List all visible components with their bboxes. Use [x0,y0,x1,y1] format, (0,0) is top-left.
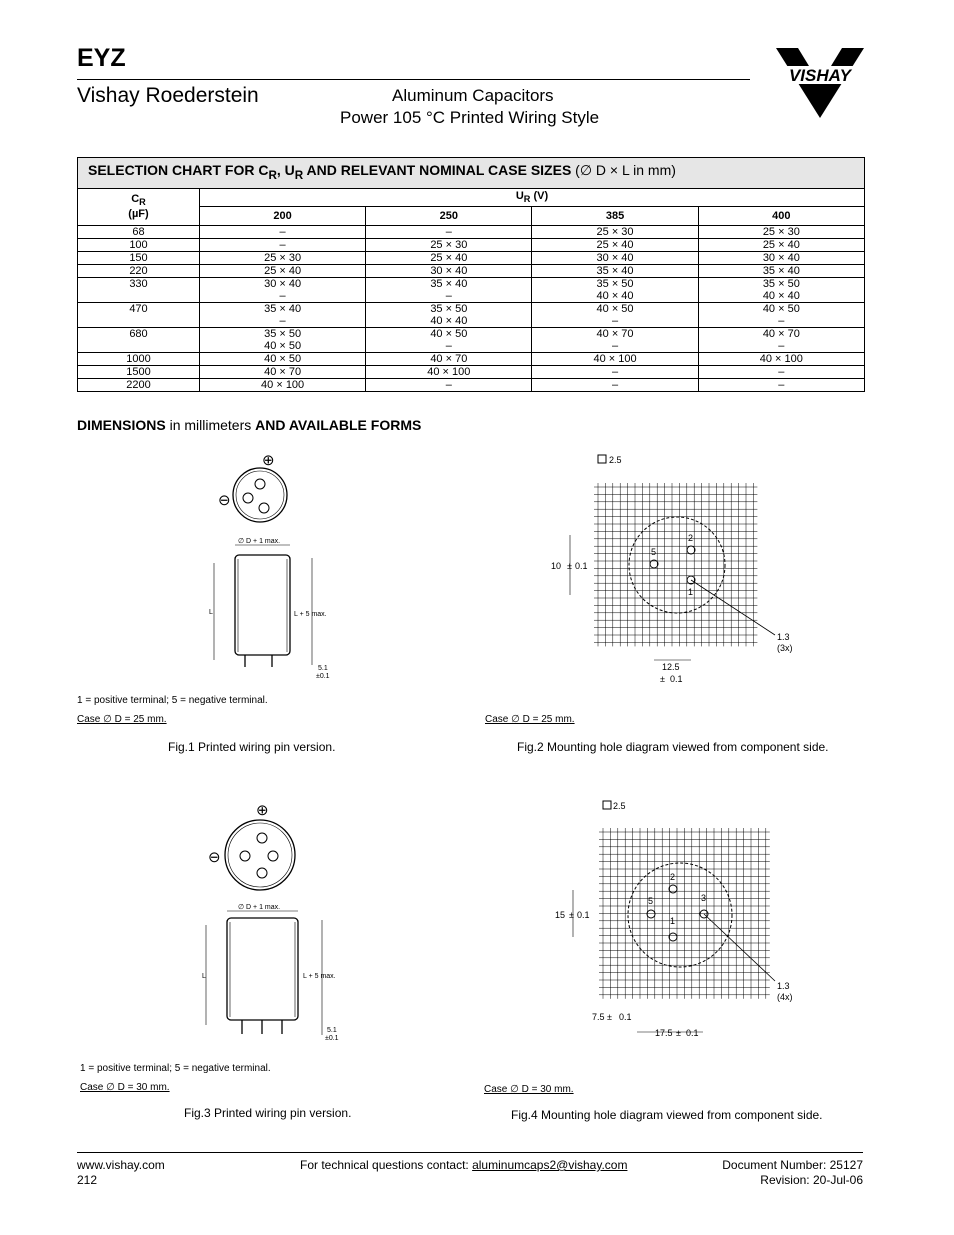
svg-text:±0.1: ±0.1 [325,1035,339,1042]
table-row [78,378,865,391]
svg-text:±: ± [567,561,572,571]
svg-text:10: 10 [551,561,562,571]
fig3-note: 1 = positive terminal; 5 = negative terminal. [80,1063,271,1074]
case-size-cell: 25 × 40 [698,238,864,251]
fig4-case: Case ∅ D = 30 mm. [484,1084,574,1095]
svg-text:0.1: 0.1 [686,1028,699,1038]
contact-email-link[interactable]: aluminumcaps2@vishay.com [472,1158,628,1172]
case-size-cell: 35 × 50 [366,302,532,315]
negative-symbol: ⊖ [208,849,221,866]
svg-text:L + 5 max.: L + 5 max. [303,973,336,980]
vishay-logo [770,44,870,122]
table-row [78,302,865,315]
brand-name: Vishay Roederstein [77,84,259,107]
table-row [78,365,865,378]
case-size-cell: 40 × 50 [200,340,366,353]
fig4-mounting-hole-diagram [545,795,815,1045]
svg-text:1: 1 [688,587,694,597]
positive-symbol: ⊕ [262,452,275,469]
svg-text:±0.1: ±0.1 [316,673,330,680]
fig2-caption: Fig.2 Mounting hole diagram viewed from component side. [517,740,829,754]
svg-text:VISHAY: VISHAY [788,66,852,85]
capacitance-cell: 100 [78,238,200,251]
fig1-note: 1 = positive terminal; 5 = negative terminal. [77,695,268,706]
table-row [78,340,865,353]
case-size-cell: 40 × 100 [366,365,532,378]
fig1-caption: Fig.1 Printed wiring pin version. [168,740,336,754]
svg-text:17.5: 17.5 [655,1028,673,1038]
footer-revision: Revision: 20-Jul-06 [760,1173,863,1187]
svg-text:5: 5 [648,896,654,906]
case-size-cell: 40 × 70 [698,327,864,340]
case-size-cell: 30 × 40 [698,251,864,264]
svg-text:5.1: 5.1 [327,1027,337,1034]
svg-text:(4x): (4x) [777,992,793,1002]
svg-text:∅ D + 1 max.: ∅ D + 1 max. [238,904,281,911]
case-size-cell: 40 × 70 [532,327,698,340]
fig1-case: Case ∅ D = 25 mm. [77,714,167,725]
footer-website[interactable]: www.vishay.com [77,1158,165,1172]
selection-chart-table [77,157,865,392]
svg-text:1.3: 1.3 [777,981,790,991]
case-size-cell: 25 × 30 [366,238,532,251]
svg-text:1.3: 1.3 [777,632,790,642]
svg-text:0.1: 0.1 [575,561,588,571]
case-size-cell: 35 × 40 [698,264,864,277]
case-size-cell: – [200,290,366,303]
fig3-case: Case ∅ D = 30 mm. [80,1082,170,1093]
case-size-cell: – [366,340,532,353]
case-size-cell: – [366,378,532,391]
capacitance-cell: 1500 [78,365,200,378]
table-title: SELECTION CHART FOR $C_R$, $U_R$ AND RELEVANT NOMINAL CASE SIZES (∅ D × L in mm) [78,158,865,189]
case-size-cell: 40 × 70 [366,352,532,365]
case-size-cell: 35 × 50 [698,277,864,290]
case-size-cell: 35 × 40 [532,264,698,277]
case-size-cell: 30 × 40 [366,264,532,277]
svg-text:1: 1 [670,916,676,926]
case-size-cell: 25 × 40 [366,251,532,264]
capacitance-cell: 680 [78,327,200,340]
header-rule [77,79,750,80]
case-size-cell: 35 × 40 [366,277,532,290]
capacitance-cell [78,290,200,303]
footer-page-number: 212 [77,1173,98,1187]
svg-text:L: L [202,973,206,980]
case-size-cell: 30 × 40 [200,277,366,290]
capacitance-cell: 68 [78,225,200,238]
case-size-cell: 40 × 40 [532,290,698,303]
footer-doc-number: Document Number: 25127 [722,1158,863,1172]
fig4-caption: Fig.4 Mounting hole diagram viewed from component side. [511,1108,823,1122]
svg-text:3: 3 [701,893,707,903]
case-size-cell: 40 × 100 [200,378,366,391]
case-size-cell: – [532,365,698,378]
case-size-cell: – [200,225,366,238]
capacitance-cell: 330 [78,277,200,290]
table-row [78,352,865,365]
case-size-cell: – [698,340,864,353]
model-code: EYZ [77,44,126,72]
case-size-cell: 40 × 40 [366,315,532,328]
case-size-cell: 40 × 50 [698,302,864,315]
capacitance-cell [78,340,200,353]
case-size-cell: 35 × 40 [200,302,366,315]
svg-text:∅ D + 1 max.: ∅ D + 1 max. [238,538,281,545]
voltage-header-400: 400 [698,206,864,225]
subtitle-line-2: Power 105 °C Printed Wiring Style [340,108,600,127]
dimensions-heading: DIMENSIONS in millimeters AND AVAILABLE FORMS [77,417,422,433]
capacitance-cell: 220 [78,264,200,277]
capacitance-cell: 150 [78,251,200,264]
negative-symbol: ⊖ [218,492,231,509]
capacitance-cell: 1000 [78,352,200,365]
footer-contact: For technical questions contact: aluminumcaps2@vishay.com [300,1158,628,1172]
svg-text:±: ± [569,910,574,920]
fig2-mounting-hole-diagram [545,450,805,690]
case-size-cell: 40 × 100 [532,352,698,365]
table-row [78,225,865,238]
case-size-cell: – [366,290,532,303]
svg-text:L: L [209,609,213,616]
svg-text:0.1: 0.1 [670,674,683,684]
case-size-cell: 30 × 40 [532,251,698,264]
case-size-cell: – [200,315,366,328]
positive-symbol: ⊕ [256,802,269,819]
case-size-cell: 25 × 40 [532,238,698,251]
case-size-cell: 25 × 40 [200,264,366,277]
svg-text:7.5: 7.5 [592,1012,605,1022]
svg-text:L + 5 max.: L + 5 max. [294,611,327,618]
fig3-caption: Fig.3 Printed wiring pin version. [184,1106,352,1120]
footer-rule [77,1152,863,1153]
case-size-cell: 25 × 30 [698,225,864,238]
table-row [78,327,865,340]
svg-text:±: ± [660,674,665,684]
svg-text:0.1: 0.1 [619,1012,632,1022]
case-size-cell: 25 × 30 [200,251,366,264]
svg-text:2.5: 2.5 [609,455,622,465]
svg-text:2: 2 [688,533,694,543]
case-size-cell: 40 × 100 [698,352,864,365]
svg-text:±: ± [607,1012,612,1022]
table-row [78,290,865,303]
case-size-cell: – [532,378,698,391]
cr-header: $C_R$ (µF) [78,188,200,225]
fig3-capacitor-drawing [200,800,360,1050]
table-row [78,251,865,264]
svg-text:±: ± [676,1028,681,1038]
voltage-header-250: 250 [366,206,532,225]
table-row [78,315,865,328]
svg-text:5: 5 [651,547,657,557]
case-size-cell: – [698,315,864,328]
case-size-cell: – [532,315,698,328]
svg-text:2.5: 2.5 [613,801,626,811]
case-size-cell: 40 × 40 [698,290,864,303]
svg-text:15: 15 [555,910,566,920]
case-size-cell: 40 × 50 [366,327,532,340]
voltage-header-385: 385 [532,206,698,225]
table-row [78,238,865,251]
voltage-header-200: 200 [200,206,366,225]
case-size-cell: 40 × 70 [200,365,366,378]
case-size-cell: 25 × 30 [532,225,698,238]
case-size-cell: 40 × 50 [200,352,366,365]
case-size-cell: 35 × 50 [200,327,366,340]
svg-text:0.1: 0.1 [577,910,590,920]
subtitle-line-1: Aluminum Capacitors [392,86,554,105]
case-size-cell: 40 × 50 [532,302,698,315]
table-row [78,264,865,277]
case-size-cell: – [366,225,532,238]
svg-text:2: 2 [670,872,676,882]
fig1-capacitor-drawing [200,450,360,690]
table-row [78,277,865,290]
svg-text:5.1: 5.1 [318,665,328,672]
capacitance-cell: 2200 [78,378,200,391]
case-size-cell: 35 × 50 [532,277,698,290]
case-size-cell: – [698,378,864,391]
capacitance-cell: 470 [78,302,200,315]
case-size-cell: – [200,238,366,251]
svg-text:(3x): (3x) [777,643,793,653]
fig2-case: Case ∅ D = 25 mm. [485,714,575,725]
case-size-cell: – [698,365,864,378]
ur-header: $U_R$ (V) [200,188,865,206]
case-size-cell: – [532,340,698,353]
capacitance-cell [78,315,200,328]
svg-text:12.5: 12.5 [662,662,680,672]
